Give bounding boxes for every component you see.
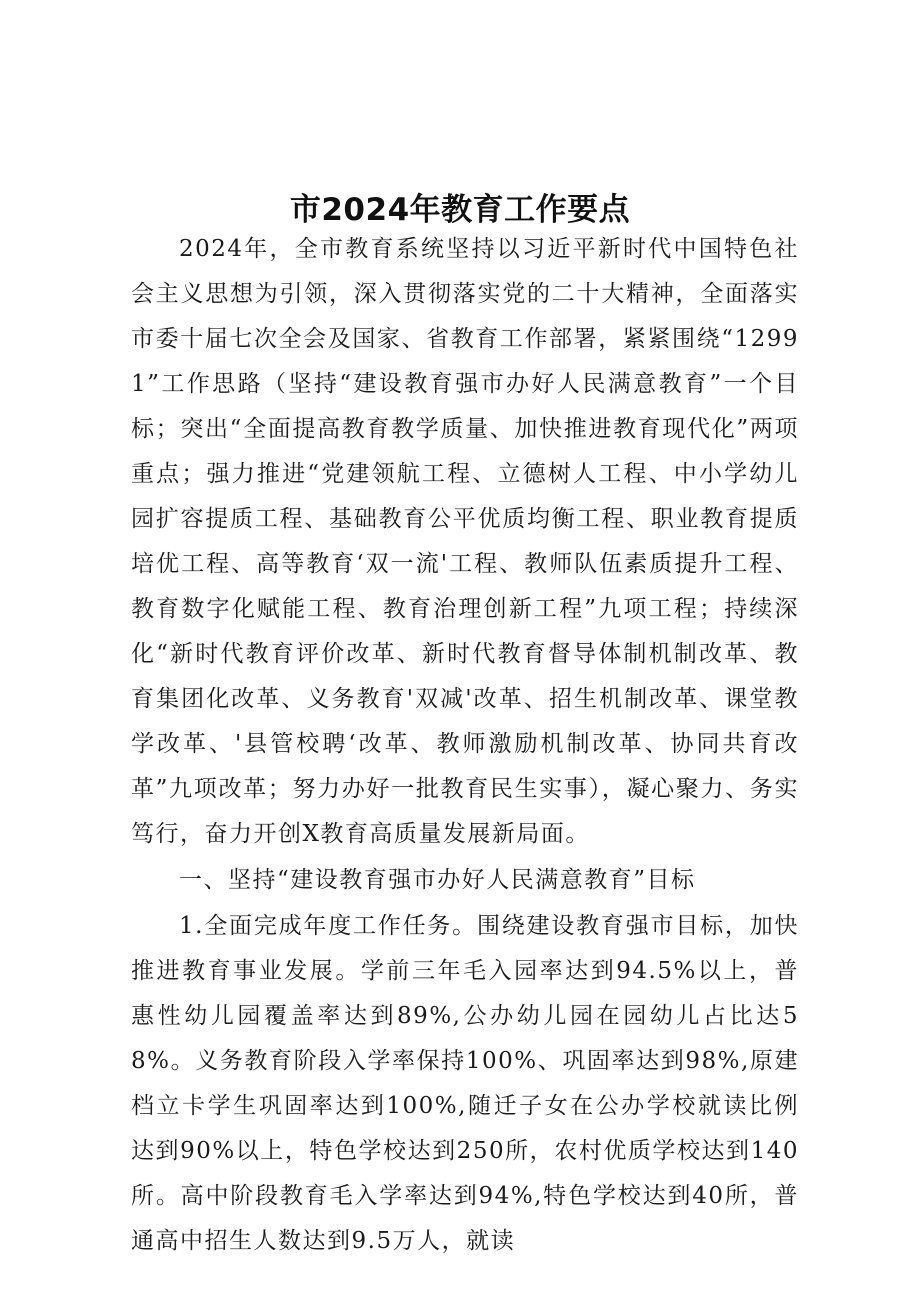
- intro-paragraph: 2024年，全市教育系统坚持以习近平新时代中国特色社会主义思想为引领，深入贯彻落实党的二十大精神，全面落实市委十届七次全会及国家、省教育工作部署，紧紧围绕“12991”工作思路（坚持“建设教育强市办好人民满意教育”一个目标；突出“全面提高教育教学质量、加快推进教育现代化”两项重点；强力推进“党建领航工程、立德树人工程、中小学幼儿园扩容提质工程、基础教育公平优质均衡工程、职业教育提质培优工程、高等教育‘双一流'工程、教师队伍素质提升工程、教育数字化赋能工程、教育治理创新工程”九项工程；持续深化“新时代教育评价改革、新时代教育督导体制机制改革、教育集团化改革、义务教育'双减'改革、招生机制改革、课堂教学改革、'县管校聘‘改革、教师激励机制改革、协同共育改革”九项改革；努力办好一批教育民生实事），凝心聚力、务实笃行，奋力开创X教育高质量发展新局面。: [131, 236, 799, 847]
- page-title: 市2024年教育工作要点: [289, 191, 631, 228]
- item-paragraph: 1.全面完成年度工作任务。围绕建设教育强市目标，加快推进教育事业发展。学前三年毛入园率达到94.5%以上，普惠性幼儿园覆盖率达到89%,公办幼儿园在园幼儿占比达58%。义务教育阶段入学率保持100%、巩固率达到98%,原建档立卡学生巩固率达到100%,随迁子女在公办学校就读比例达到90%以上，特色学校达到250所，农村优质学校达到140所。高中阶段教育毛入学率达到94%,特色学校达到40所，普通高中招生人数达到9.5万人，就读: [131, 913, 799, 1254]
- section-heading: 一、坚持“建设教育强市办好人民满意教育”目标: [179, 867, 696, 893]
- document-body: [131, 227, 799, 1264]
